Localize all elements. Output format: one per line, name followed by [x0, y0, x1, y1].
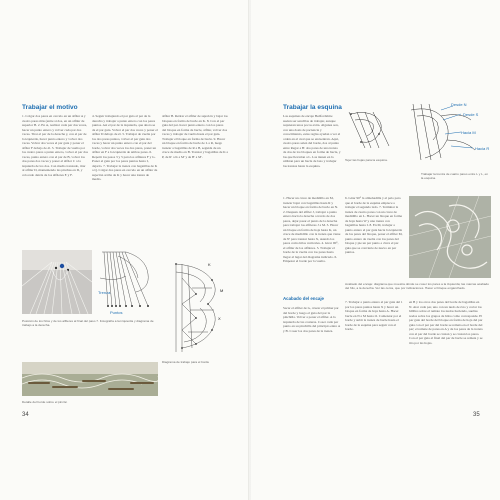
label-puntos: Puntos [110, 310, 123, 315]
border-pattern-diagram [162, 258, 234, 358]
body-text: Sacar el alfiler de G, cruzar el primer par del borde y luego el guía del par la pinchilla. Volver a poner el alfiler. A la izquierda de las costuras. Coser cada par punto en su pinchilla del principio entre A y B. Coser los dos pares de la trenza. [283, 306, 340, 333]
body-column [345, 300, 403, 396]
lace-pillow-photo [22, 250, 92, 314]
corner-diagram [401, 100, 497, 166]
photo-caption: Detalle del borde sobre el pinzón [22, 400, 68, 404]
body-text: 1. Colgar dos pares en cercelo en un alfiler A y cuatro pares más (entre si dos, en un alfiler de superior B. 2. En A, realizar cada par dos veces, hacer un punto entero y volver cada par dos veces. Tirar el par de la derecha y, con el par de la izquierda, hacer punto entero y volver dos veces. Volver dos veces el par guía y poner el alfiler F debajo de él. 3. Trabajar de vuelta por los cuatro pares a punto entero, volver el par dos veces, punto entero con el par de B, volver los dos pares dos veces y poner el alfiler C a la izquierda de los dos. Con medio trenzado, tirar al alfiler D, manteniendo las pinchas en D, y colocado detrás de los alfileres E y F. [22, 114, 88, 177]
leaf-diagram-image [345, 108, 397, 156]
figure-caption: Posición de los hilos y de los alfileres al final del paso 7. Fotografía a la izquierda y diagrama de trabajo a la derecha. [22, 319, 154, 327]
label-x: X [218, 316, 221, 321]
body-text: 6. Girar 90° la almohadilla y el pelo para que el borde de la esquina empiece a trabajar el segundo lado. 7. Terminar la trenza de cuatro pares con un cruce de medidillo en L. Hacer un bloque en forma de hoja hasta W y una trenza con bagatillas hasta I. 8. En M, trabajar a punto entero el par guía hacia la izquierda de los pares del bloque, poner el alfiler M, punto entero de vuelta con los pares del bloque y pie un par punto e clave el par guía que se convierte de nuevo en par puntos. [345, 196, 403, 254]
body-text: 1. Hacer un cruce de medidillo en M, trenzar bajar con bagatillas hasta R y hacer un bloque en forma de bucle en N. 2. Después del alfiler J, trabajar a punto entero hacia la derecha a través de dos pares, dejar pasar el punto de la derecha para trabajar los alfileres J a M. 3. Hacer un bloque en forma de hoja hasta K, un cruce de medidillo con la trenza que viene de N' para trenzar hasta X, usando los pares como hilos verticales. 4. Girar 90°, el alfiler de los alfileres. 5. Trabajar el borde de la vuelta con los pares hasta llegar al lugar del diagrama indicado. 6. Empezar el borde por la vuelta. [283, 196, 341, 263]
body-column [283, 196, 341, 290]
body-column [283, 306, 341, 396]
label-desde-s: Desde S [463, 112, 479, 117]
label-hacia-r: Hacia R [475, 146, 490, 151]
leaf-caption: Tejer las hojas para la esquina. [345, 158, 388, 162]
label-trenza: Trenza [98, 290, 111, 295]
section-heading: Trabajar la esquina [283, 104, 342, 111]
lace-detail-image [22, 362, 158, 396]
left-page [0, 0, 249, 500]
page-number: 34 [22, 412, 29, 418]
body-column [162, 114, 228, 184]
body-column [345, 196, 403, 290]
label-desde-n: Desde N [451, 102, 467, 107]
label-hacia-m: Hacia M [461, 130, 476, 135]
trenza-caption: Trabajar la trenza de cuatro pares entre L y L, en la esquina. [421, 172, 489, 180]
body-text: 4. Seguir trabajando el par guía al par de la derecha y trabajar a punto entero con los pares puntos. Así el par de la izquierda, que ahora se da el par guía. Volver el par dos veces y poner el alfiler D debajo de él. 5. Trabajar de vuelta por los dos pares puntos, volver el par guía dos veces y hacer un punto entero con el par del borde, volver dos veces los dos pares, poner un alfiler en F a la izquierda de ambos pares. 6. Repetir los pasos 3 y 5 para los alfileres F y G. Poner el guía por los pares puntos hasta I, dejarlo. 7. Trabajar la trenza con bagatillas de K a Q. Colgar dos pares en cercelo en un alfiler de sujeción arriba de K y hacer una trenza de medio. [92, 114, 158, 181]
finishing-heading: Acabado del encaje [283, 296, 324, 301]
body-column [409, 300, 483, 396]
label-m: M [220, 288, 224, 293]
lace-photo-caption: Acabado del encaje: diagrama que muestra dónde se coser los pares a la izquierda; las marcas acabado del hilo, a la derecha. Ver las cerca, que por indicaciones. Hacer el bloque enganchado. [345, 282, 489, 290]
working-diagram [96, 248, 158, 316]
diagram-caption: Diagrama de trabajo para el borde [162, 360, 210, 364]
body-text: Las esquinas de encaje Bedfordshire suelen ser sencillas de trabajar, aunque requieren unos pocos extra. Algunas son, con una dosis de paciencia y conocimiento, estas reglas ayudan a ver el orden en el cual que se encuentran. Aquí, cuatro pares salen del borde, dos al punto entre Regar a B: dos pares de una trenza de dos de los bloques en forma de bucle, y las que llevarían a L. Las tienen en la utilizan para un bucle de lazo y trabajar las trenzas hasta la esquina. [283, 114, 341, 168]
leaf-diagram [345, 108, 397, 156]
right-page [251, 0, 500, 500]
corner-lace-image [409, 196, 491, 278]
body-text: en B y los otros dos pares del borde de bagatillas en N. Atar cada par, uno con un nudo de rizo y cortar los hilillos sobre el remate los nudos haciendo, sueltas nodos sobre los grupos de hilos como corresponde. El par guía del borde del bloque en forma de hoja del par guía con el par par del borde se remata en el borde del par; el remate de pares en A y de los pares de la trenza con el par del borde se cruzan y se cruzan los pares. Con el par guía al final del par de bucle se remata y se tira por las hojas. [409, 300, 483, 345]
body-column [92, 114, 158, 221]
section-heading: Trabajar el motivo [22, 104, 78, 111]
label-k: K [208, 262, 211, 267]
body-text: alfiler B. Retirar el alfiler de sujeción y bajar los bloques en forma de bucle en K. 8. Con el par guía del par. hacer punto entero con los pares del bloque en forma de bucle, alfiler, volver dos veces y trabajar de vuelta hasta el par guía. Trabajar el bloque en forma de bucle. 9. Hacer un bloque en forma de bucle de L a R, luego trenzar a bagatillas de R a B, seguida de un cruce de medio en B. Trenzar y bagatillas de K a P, de R' a K a M' y de B' a M'. [162, 114, 228, 159]
body-column [283, 114, 341, 192]
page-number: 35 [473, 412, 480, 418]
lace-detail-photo [22, 362, 158, 396]
body-column [22, 114, 88, 221]
border-pattern-image [162, 258, 234, 358]
corner-lace-photo [409, 196, 491, 278]
lace-pillow-image [22, 250, 92, 314]
corner-diagram-image [401, 100, 497, 166]
working-diagram-image [96, 248, 158, 316]
body-text: 7. Trabajar a punto entero el par guía del 1 por los pares puntos hasta X y hacer un bloque en forma de hoja hasta A. Hacer bucle en N a M hasta O. Comenzar por el borde y subir la trenza de bucle hasta el borde de la esquina para seguir con el borde. [345, 300, 403, 331]
